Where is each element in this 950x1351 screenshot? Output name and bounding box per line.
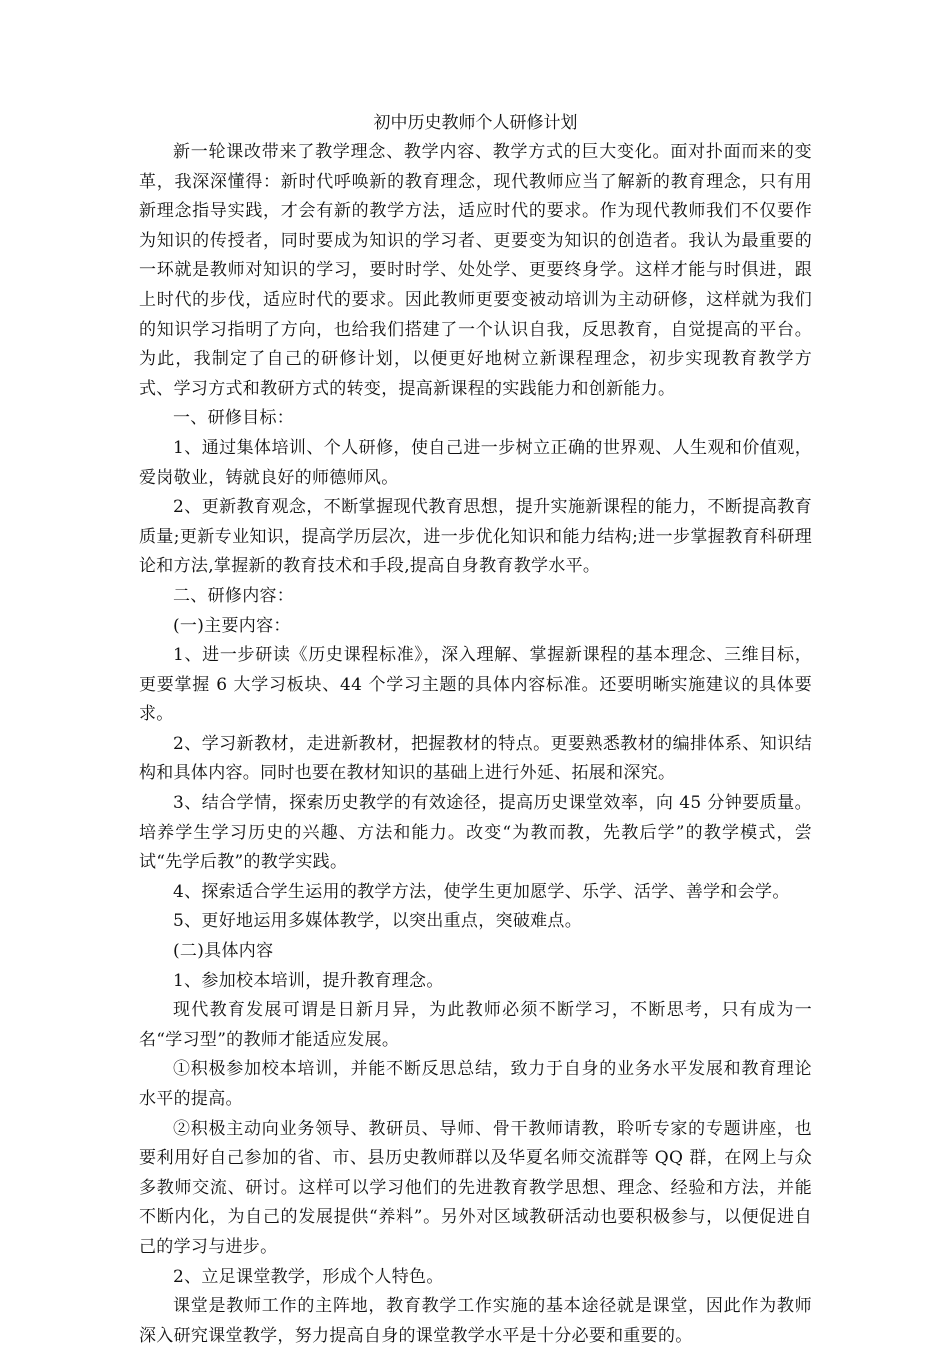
main-content-item-3: 3、结合学情，探索历史教学的有效途径，提高历史课堂效率，向 45 分钟要质量。培养学生学习历史的兴趣、方法和能力。改变“为教而教，先教后学”的教学模式，尝试“先学后教”的教学实践。 <box>139 793 812 873</box>
document-title: 初中历史教师个人研修计划 <box>373 113 578 133</box>
subsection-heading-specific: (二)具体内容 <box>173 941 274 962</box>
specific-item-2-heading: 2、立足课堂教学，形成个人特色。 <box>173 1266 444 1287</box>
main-content-item-4: 4、探索适合学生运用的教学方法，使学生更加愿学、乐学、活学、善学和会学。 <box>173 881 790 902</box>
main-content-item-2: 2、学习新教材，走进新教材，把握教材的特点。更要熟悉教材的编排体系、知识结构和具体内容。同时也要在教材知识的基础上进行外延、拓展和深究。 <box>139 733 812 784</box>
specific-item-1-heading: 1、参加校本培训，提升教育理念。 <box>173 970 444 991</box>
main-content-item-5: 5、更好地运用多媒体教学，以突出重点，突破难点。 <box>173 911 583 932</box>
specific-item-2-body: 课堂是教师工作的主阵地，教育教学工作实施的基本途径就是课堂，因此作为教师深入研究课堂教学，努力提高自身的课堂教学水平是十分必要和重要的。 <box>139 1296 812 1346</box>
specific-item-1-point-1: ①积极参加校本培训，并能不断反思总结，致力于自身的业务水平发展和教育理论水平的提高。 <box>139 1059 812 1109</box>
intro-paragraph: 新一轮课改带来了教学理念、教学内容、教学方式的巨大变化。面对扑面而来的变革，我深深懂得：新时代呼唤新的教育理念，现代教师应当了解新的教育理念，只有用新理念指导实践，才会有新的教学方法，适应时代的要求。作为现代教师我们不仅要作为知识的传授者，同时要成为知识的学习者、更要变为知识的创造者。我认为最重要的一环就是教师对知识的学习，要时时学、处处学、更要终身学。这样才能与时俱进，跟上时代的步伐，适应时代的要求。因此教师更要变被动培训为主动研修，这样就为我们的知识学习指明了方向，也给我们搭建了一个认识自我，反思教育，自觉提高的平台。为此，我制定了自己的研修计划，以便更好地树立新课程理念，初步实现教育教学方式、学习方式和教研方式的转变，提高新课程的实践能力和创新能力。 <box>139 142 812 399</box>
section-heading-content: 二、研修内容： <box>173 585 295 606</box>
goal-item-1: 1、通过集体培训、个人研修，使自己进一步树立正确的世界观、人生观和价值观，爱岗敬业，铸就良好的师德师风。 <box>139 437 812 488</box>
goal-item-2: 2、更新教育观念，不断掌握现代教育思想，提升实施新课程的能力，不断提高教育质量;更新专业知识，提高学历层次，进一步优化知识和能力结构;进一步掌握教育科研理论和方法,掌握新的教育技术和手段,提高自身教育教学水平。 <box>139 497 812 577</box>
subsection-heading-main: (一)主要内容： <box>173 615 291 636</box>
specific-item-1-body: 现代教育发展可谓是日新月异，为此教师必须不断学习，不断思考，只有成为一名“学习型”的教师才能适应发展。 <box>139 1000 812 1050</box>
main-content-item-1: 1、进一步研读《历史课程标准》，深入理解、掌握新课程的基本理念、三维目标，更要掌握 6 大学习板块、44 个学习主题的具体内容标准。还要明晰实施建议的具体要求。 <box>139 645 812 725</box>
section-heading-goals: 一、研修目标： <box>173 408 295 429</box>
specific-item-1-point-2: ②积极主动向业务领导、教研员、导师、骨干教师请教，聆听专家的专题讲座，也要利用好自己参加的省、市、县历史教师群以及华夏名师交流群等 QQ 群，在网上与众多教师交流、研讨。这样可以学习他们的先进教育教学思想、理念、经验和方法，并能不断内化，为自己的发展提供“养料”。另外对区域教研活动也要积极参与，以便促进自己的学习与进步。 <box>139 1118 812 1257</box>
